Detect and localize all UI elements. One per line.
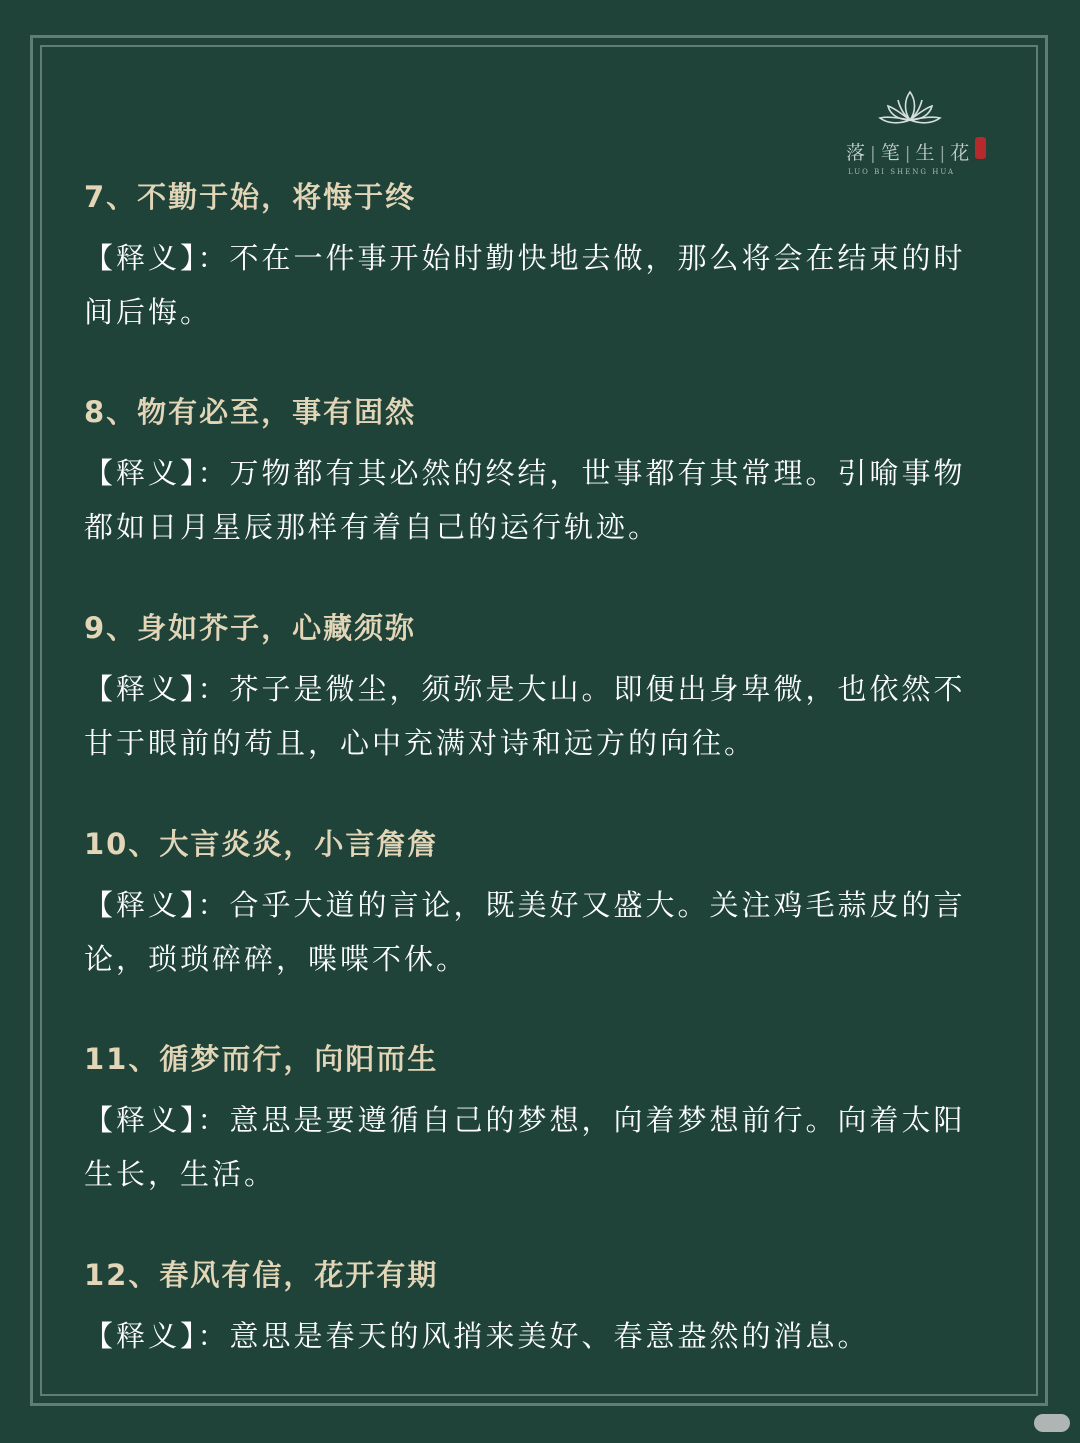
proverb-explanation: 【释义】：意思是春天的风捎来美好、春意盎然的消息。 bbox=[84, 1319, 870, 1353]
logo-pinyin: LUO BI SHENG HUA bbox=[848, 168, 956, 176]
proverb-explanation: 【释义】：合乎大道的言论，既美好又盛大。关注鸡毛蒜皮的言论，琐琐碎碎，喋喋不休。 bbox=[84, 888, 966, 976]
proverb-title: 12、春风有信，花开有期 bbox=[84, 1258, 439, 1292]
proverb-entry bbox=[84, 1255, 994, 1363]
proverb-title: 7、不勤于始，将悔于终 bbox=[84, 180, 417, 214]
proverb-title: 10、大言炎炎，小言詹詹 bbox=[84, 827, 439, 861]
lotus-icon bbox=[878, 88, 942, 130]
logo-char: 花 bbox=[950, 142, 971, 164]
proverb-entry bbox=[84, 177, 994, 339]
proverb-title: 11、循梦而行，向阳而生 bbox=[84, 1042, 439, 1076]
logo-char: 生 bbox=[915, 142, 936, 164]
proverb-entry bbox=[84, 392, 994, 554]
proverb-title: 9、身如芥子，心藏须弥 bbox=[84, 611, 417, 645]
corner-watermark bbox=[1034, 1414, 1070, 1432]
logo-char: 笔 bbox=[880, 142, 901, 164]
proverb-explanation: 【释义】：万物都有其必然的终结，世事都有其常理。引喻事物都如日月星辰那样有着自己的运行轨迹。 bbox=[84, 456, 966, 544]
proverb-entry bbox=[84, 824, 994, 986]
proverb-title: 8、物有必至，事有固然 bbox=[84, 395, 417, 429]
proverb-explanation: 【释义】：不在一件事开始时勤快地去做，那么将会在结束的时间后悔。 bbox=[84, 241, 966, 329]
proverb-entry bbox=[84, 608, 994, 770]
logo-char: 落 bbox=[846, 142, 867, 164]
logo-separator: | bbox=[870, 144, 877, 164]
proverb-entry bbox=[84, 1039, 994, 1201]
brand-logo bbox=[842, 88, 992, 183]
proverb-explanation: 【释义】：意思是要遵循自己的梦想，向着梦想前行。向着太阳生长，生活。 bbox=[84, 1103, 966, 1191]
proverb-explanation: 【释义】：芥子是微尘，须弥是大山。即便出身卑微，也依然不甘于眼前的苟且，心中充满对诗和远方的向往。 bbox=[84, 672, 966, 760]
logo-separator: | bbox=[939, 144, 947, 164]
logo-chinese-name bbox=[846, 138, 988, 165]
red-seal-stamp bbox=[975, 137, 986, 159]
logo-separator: | bbox=[904, 144, 912, 164]
